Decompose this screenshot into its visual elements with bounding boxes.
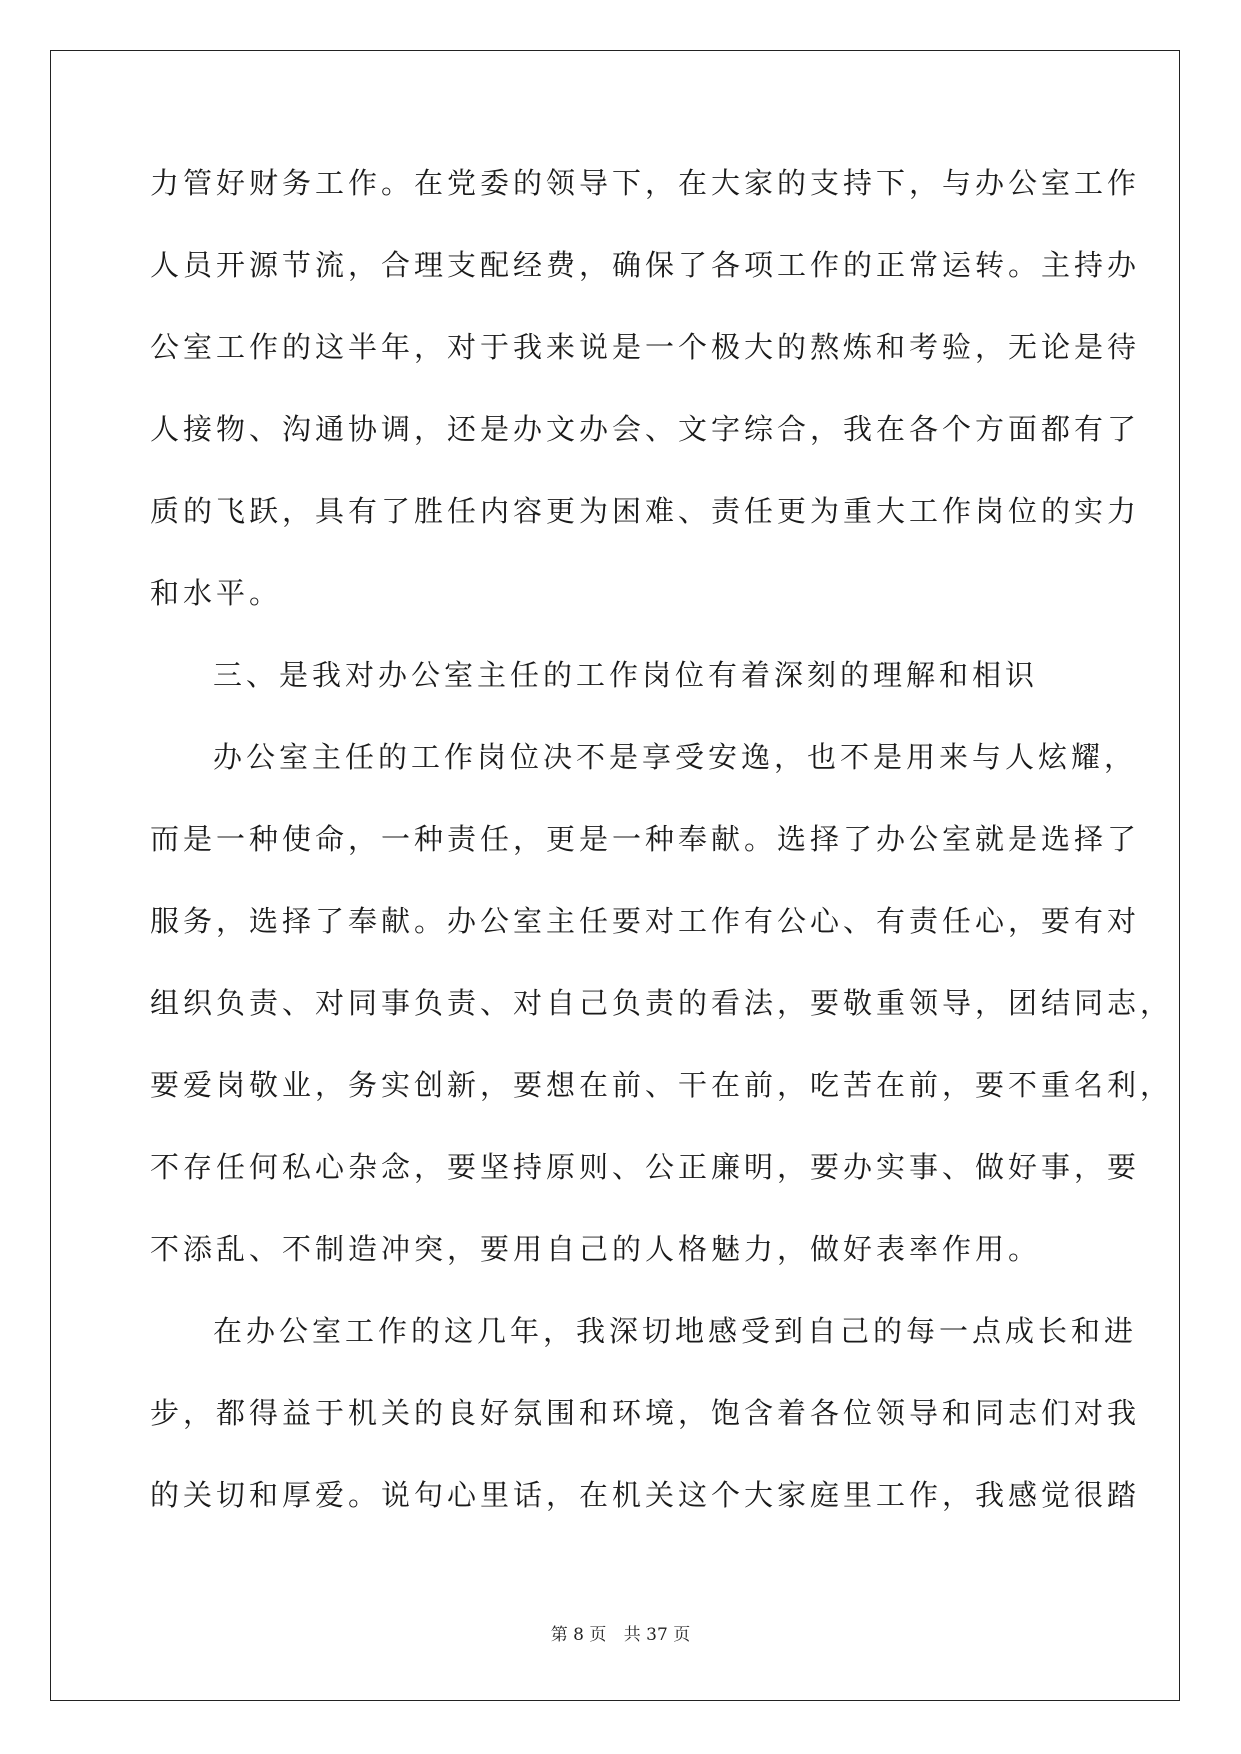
text-line: 在办公室工作的这几年，我深切地感受到自己的每一点成长和进: [213, 1314, 1138, 1348]
text-line: 不存任何私心杂念，要坚持原则、公正廉明，要办实事、做好事，要: [150, 1150, 1141, 1184]
text-line: 人员开源节流，合理支配经费，确保了各项工作的正常运转。主持办: [150, 248, 1141, 282]
document-body: [150, 163, 1174, 1557]
text-line: 不添乱、不制造冲突，要用自己的人格魅力，做好表率作用。: [150, 1232, 1042, 1266]
text-line: 和水平。: [150, 576, 283, 610]
text-line: 组织负责、对同事负责、对自己负责的看法，要敬重领导，团结同志，: [150, 986, 1174, 1020]
text-line: 而是一种使命，一种责任，更是一种奉献。选择了办公室就是选择了: [150, 822, 1141, 856]
text-line: 的关切和厚爱。说句心里话，在机关这个大家庭里工作，我感觉很踏: [150, 1478, 1141, 1512]
text-line: 步，都得益于机关的良好氛围和环境，饱含着各位领导和同志们对我: [150, 1396, 1141, 1430]
total-pages: 共 37 页: [623, 1625, 691, 1645]
text-line: 质的飞跃，具有了胜任内容更为困难、责任更为重大工作岗位的实力: [150, 494, 1141, 528]
page-footer: [0, 1620, 1241, 1645]
text-line: 人接物、沟通协调，还是办文办会、文字综合，我在各个方面都有了: [150, 412, 1141, 446]
page-number: 第 8 页: [550, 1625, 607, 1645]
section-heading: 三、是我对办公室主任的工作岗位有着深刻的理解和相识: [213, 658, 1039, 692]
text-line: 办公室主任的工作岗位决不是享受安逸，也不是用来与人炫耀，: [213, 740, 1138, 774]
text-line: 力管好财务工作。在党委的领导下，在大家的支持下，与办公室工作: [150, 166, 1141, 200]
text-line: 公室工作的这半年，对于我来说是一个极大的熬炼和考验，无论是待: [150, 330, 1141, 364]
text-line: 要爱岗敬业，务实创新，要想在前、干在前，吃苦在前，要不重名利，: [150, 1068, 1174, 1102]
text-line: 服务，选择了奉献。办公室主任要对工作有公心、有责任心，要有对: [150, 904, 1141, 938]
